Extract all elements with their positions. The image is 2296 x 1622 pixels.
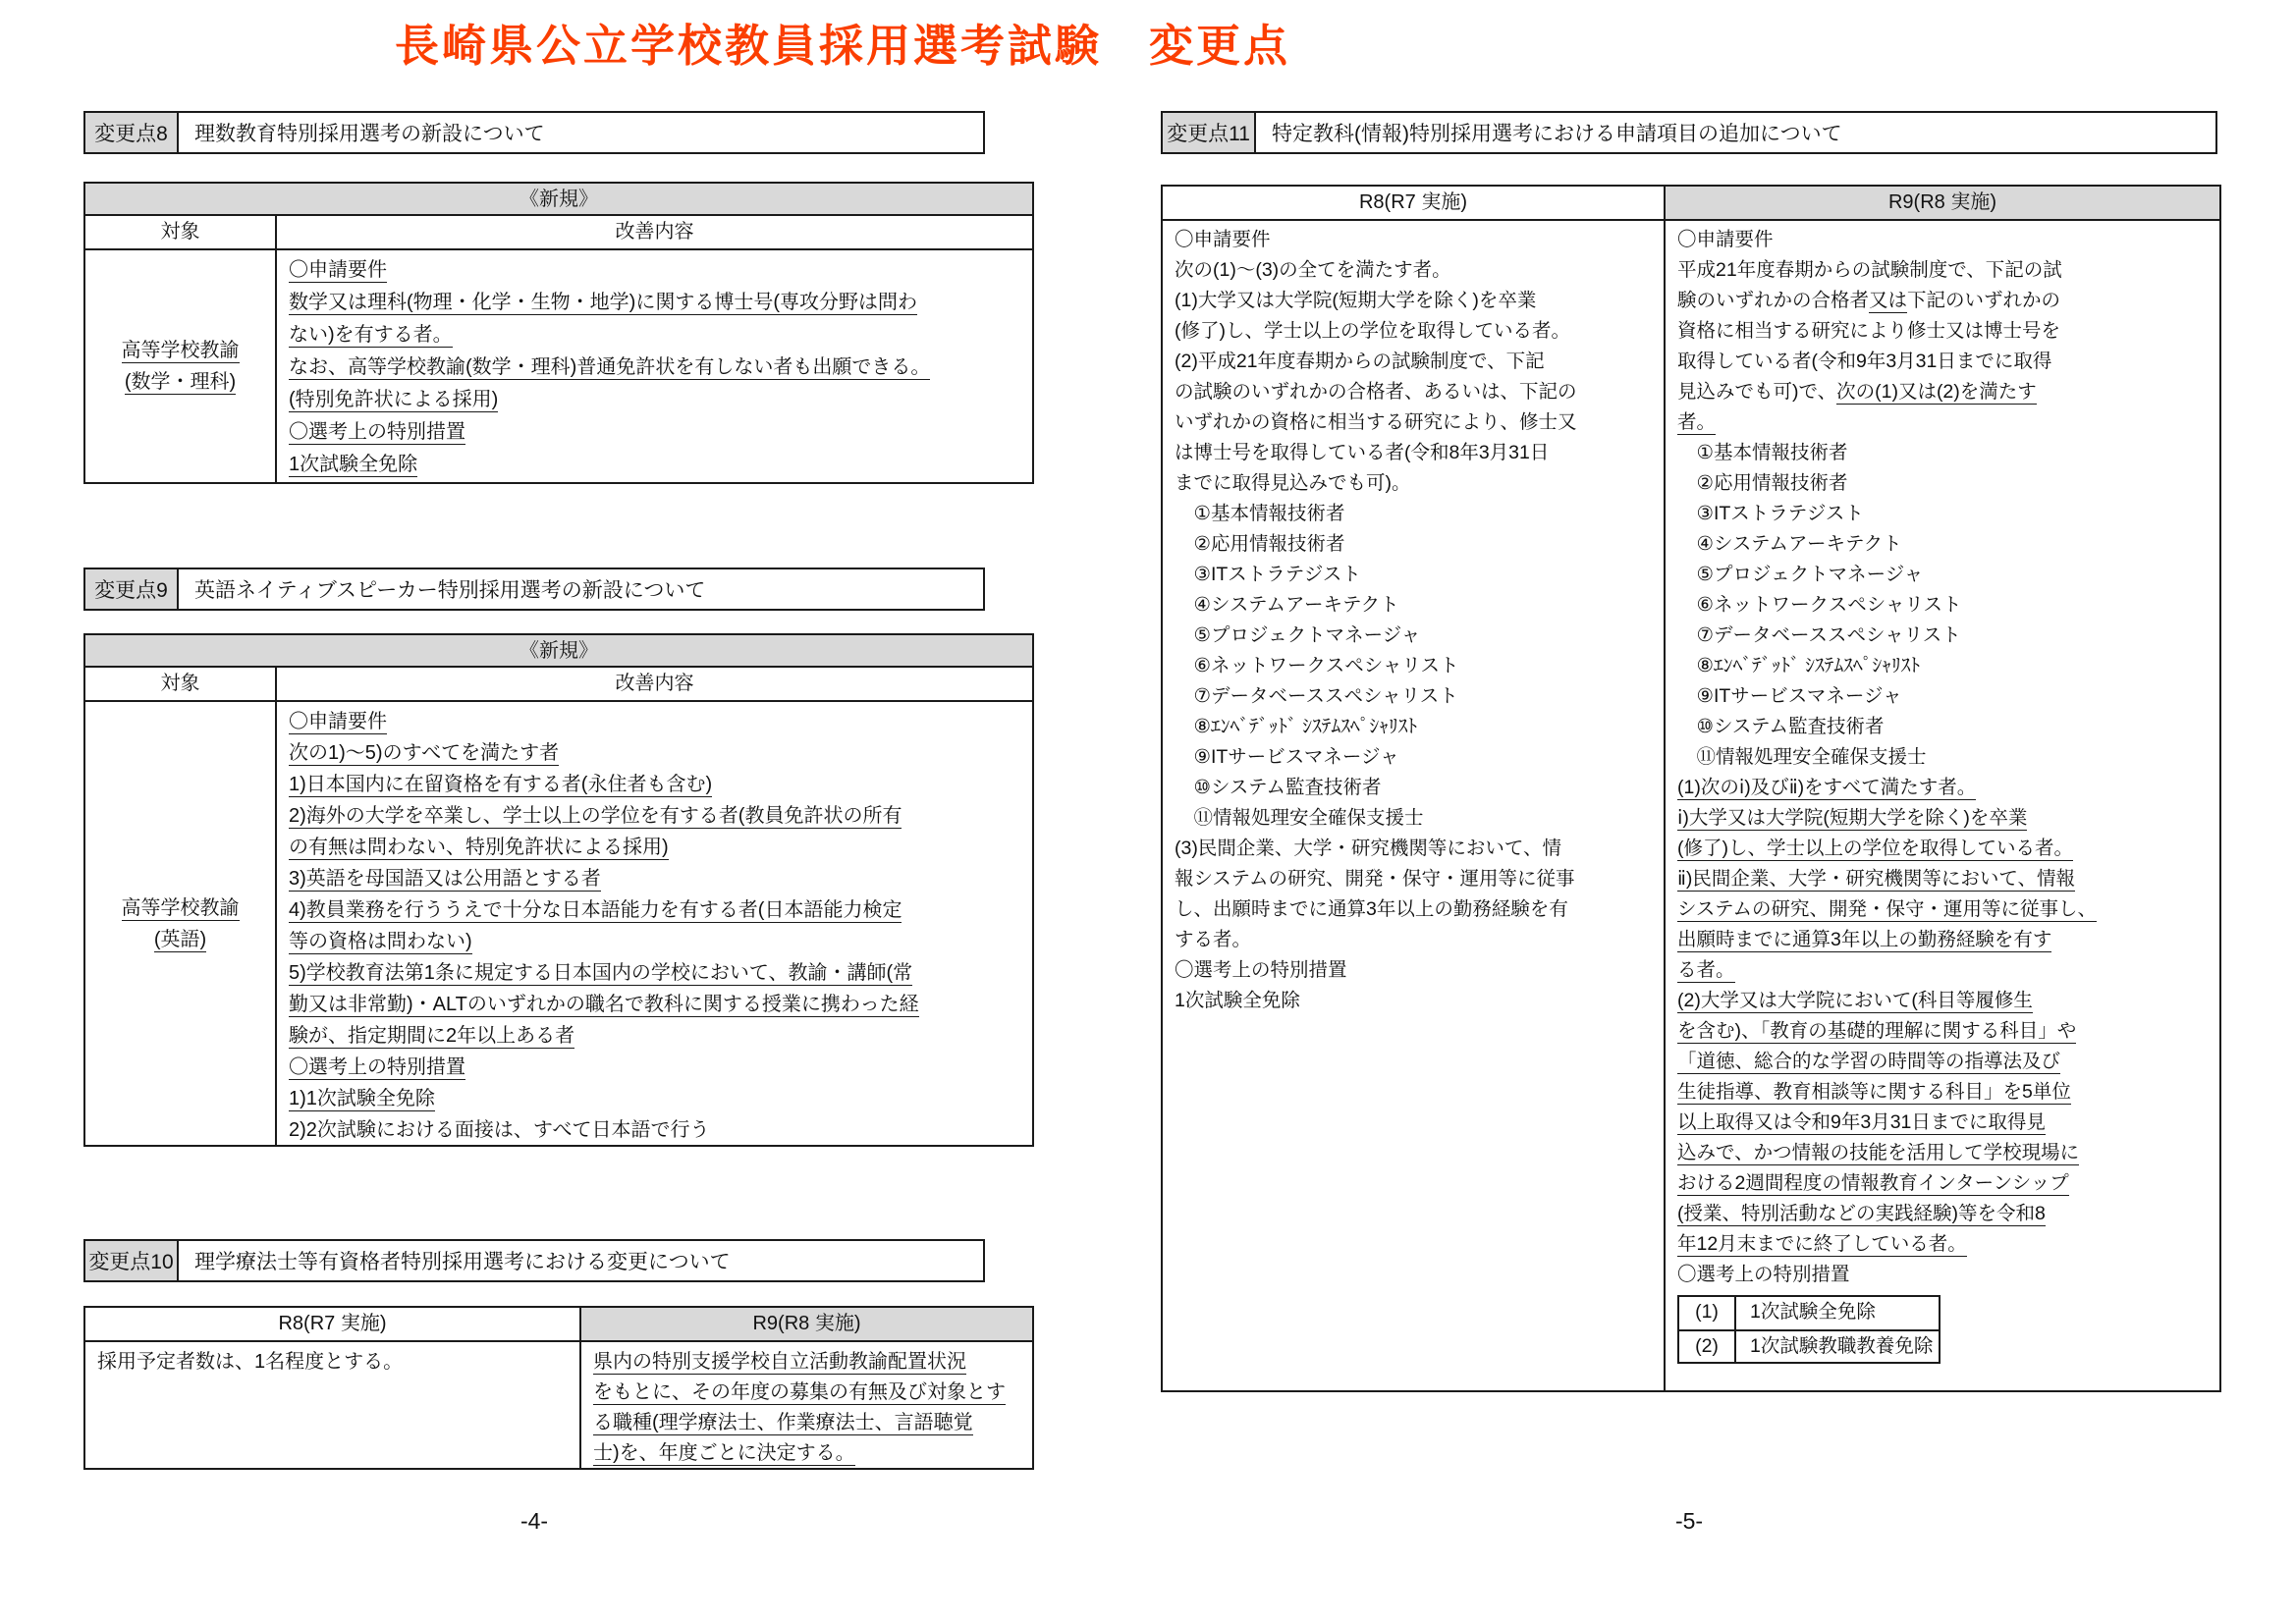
text-line: ①基本情報技術者 — [1175, 503, 1345, 524]
text-line: 5)学校教育法第1条に規定する日本国内の学校において、教諭・講師(常 — [289, 962, 913, 984]
text-line: 見込みでも可)で、次の(1)又は(2)を満たす — [1677, 381, 2037, 403]
text-line: (特別免許状による採用) — [289, 389, 499, 410]
text-line: ⑨ITサービスマネージャ — [1175, 746, 1399, 768]
text-line: 〇申請要件 — [289, 259, 387, 281]
text-line: し、出願時までに通算3年以上の勤務経験を有 — [1175, 898, 1568, 920]
section10-header — [83, 1239, 985, 1282]
text-line: 込みで、かつ情報の技能を活用して学校現場に — [1677, 1142, 2080, 1163]
section11-header — [1161, 111, 2217, 154]
section8-heading: 理数教育特別採用選考の新設について — [194, 123, 545, 145]
text-line: 〇申請要件 — [289, 711, 387, 732]
text-line: る職種(理学療法士、作業療法士、言語聴覚 — [593, 1412, 973, 1433]
text-line: ⑧ｴﾝﾍﾞﾃﾞｯﾄﾞ ｼｽﾃﾑｽﾍﾟｼｬﾘｽﾄ — [1175, 716, 1418, 737]
text-line: 取得している者(令和9年3月31日までに取得 — [1677, 351, 2052, 372]
col-header-r9: R9(R8 実施) — [581, 1308, 1032, 1340]
text-line: 生徒指導、教育相談等に関する科目」を5単位 — [1677, 1081, 2071, 1103]
text-line: ⑦データベーススペシャリスト — [1677, 624, 1961, 646]
text-line: ②応用情報技術者 — [1175, 533, 1345, 555]
text-line: 次の1)～5)のすべてを満たす者 — [289, 742, 560, 764]
table-header-row — [85, 216, 1032, 250]
col-header-r8: R8(R7 実施) — [1163, 187, 1666, 219]
text-line: までに取得見込みでも可)。 — [1175, 472, 1411, 494]
text-line: 験のいずれかの合格者又は下記のいずれかの — [1677, 290, 2061, 311]
r9-text — [1677, 225, 2212, 1290]
text-line: 出願時までに通算3年以上の勤務経験を有す — [1677, 929, 2052, 950]
section9-header — [83, 568, 985, 611]
text-line: 2)海外の大学を卒業し、学士以上の学位を有する者(教員免許状の所有 — [289, 805, 902, 827]
text-line: ⑤プロジェクトマネージャ — [1677, 564, 1924, 585]
text-line: る者。 — [1677, 959, 1735, 981]
content-cell — [277, 250, 1032, 482]
text-line: 〇申請要件 — [1677, 229, 1774, 250]
banner-new: 《新規》 — [85, 635, 1032, 668]
text-line: 3)英語を母国語又は公用語とする者 — [289, 868, 601, 890]
r9-cell — [1666, 221, 2219, 1392]
col-header-r9: R9(R8 実施) — [1666, 187, 2219, 219]
table-body-row — [85, 1342, 1032, 1468]
text-line: ⑦データベーススペシャリスト — [1175, 685, 1458, 707]
section10-heading: 理学療法士等有資格者特別採用選考における変更について — [194, 1251, 731, 1273]
text-line: ⑤プロジェクトマネージャ — [1175, 624, 1421, 646]
col-header-r8: R8(R7 実施) — [85, 1308, 581, 1340]
text-line: ⑪情報処理安全確保支援士 — [1175, 807, 1424, 829]
text-line: ②応用情報技術者 — [1677, 472, 1848, 494]
r9-cell — [581, 1342, 1032, 1468]
r8-cell — [1163, 221, 1666, 1392]
text-line: ⅱ)民間企業、大学・研究機関等において、情報 — [1677, 868, 2076, 890]
page-number-right: -5- — [1674, 1508, 1704, 1534]
col-header-target: 対象 — [85, 668, 277, 700]
section8-table — [83, 182, 1034, 484]
table-header-row — [85, 1308, 1032, 1342]
text-line: の試験のいずれかの合格者、あるいは、下記の — [1175, 381, 1577, 403]
section8-header — [83, 111, 985, 154]
col-header-target: 対象 — [85, 216, 277, 248]
text-line: 験が、指定期間に2年以上ある者 — [289, 1025, 575, 1047]
text-line: (英語) — [153, 928, 207, 950]
measures-row — [1679, 1297, 1939, 1329]
measures-row — [1679, 1329, 1939, 1362]
text-line: ①基本情報技術者 — [1677, 442, 1848, 463]
text-line: (2)大学又は大学院において(科目等履修生 — [1677, 990, 2033, 1011]
text-line: ない)を有する者。 — [289, 324, 453, 346]
col-header-content: 改善内容 — [615, 221, 694, 243]
text-line: おける2週間程度の情報教育インターンシップ — [1677, 1172, 2069, 1194]
text-line: 平成21年度春期からの試験制度で、下記の試 — [1677, 259, 2062, 281]
text-line: 「道徳、総合的な学習の時間等の指導法及び — [1677, 1051, 2061, 1072]
text-line: 県内の特別支援学校自立活動教諭配置状況 — [593, 1351, 966, 1373]
text-line: 資格に相当する研究により修士又は博士号を — [1677, 320, 2061, 342]
text-line: ⅰ)大学又は大学院(短期大学を除く)を卒業 — [1677, 807, 2028, 829]
text-line: 高等学校教諭 — [121, 340, 240, 361]
page-title: 長崎県公立学校教員採用選考試験 変更点 — [394, 21, 1290, 71]
section9-heading: 英語ネイティブスピーカー特別採用選考の新設について — [194, 579, 706, 602]
text-line: を含む)、「教育の基礎的理解に関する科目」や — [1677, 1020, 2077, 1042]
text-line: 〇選考上の特別措置 — [289, 421, 465, 443]
text-line: (1)次のⅰ)及びⅱ)をすべて満たす者。 — [1677, 777, 1977, 798]
text-line: 4)教員業務を行ううえで十分な日本語能力を有する者(日本語能力検定 — [289, 899, 902, 921]
text-line: (数学・理科) — [124, 371, 237, 393]
section10-table — [83, 1306, 1034, 1470]
text-line: ⑩システム監査技術者 — [1677, 716, 1885, 737]
section11-heading: 特定教科(情報)特別採用選考における申請項目の追加について — [1272, 123, 1842, 145]
section9-table — [83, 633, 1034, 1147]
text-line: 1)日本国内に在留資格を有する者(永住者も含む) — [289, 774, 713, 795]
text-line: 〇申請要件 — [1175, 229, 1271, 250]
text-line: (授業、特別活動などの実践経験)等を令和8 — [1677, 1203, 2046, 1224]
measures-label: (1) — [1679, 1297, 1736, 1329]
text-line: 以上取得又は令和9年3月31日までに取得見 — [1677, 1111, 2046, 1133]
text-line: 数学又は理科(物理・化学・生物・地学)に関する博士号(専攻分野は問わ — [289, 292, 917, 313]
page-number-left: -4- — [519, 1508, 549, 1534]
section11-label: 変更点11 — [1163, 113, 1256, 152]
text-line: 1次試験全免除 — [1175, 990, 1300, 1011]
banner-new: 《新規》 — [85, 184, 1032, 216]
section10-label: 変更点10 — [85, 1241, 179, 1280]
text-line: ⑥ネットワークスペシャリスト — [1677, 594, 1962, 616]
text-line: システムの研究、開発・保守・運用等に従事し、 — [1677, 898, 2098, 920]
section11-table — [1161, 185, 2221, 1392]
text-line: をもとに、その年度の募集の有無及び対象とす — [593, 1381, 1006, 1403]
text-line: 高等学校教諭 — [121, 896, 240, 919]
content-cell — [277, 702, 1032, 1145]
text-line: ⑪情報処理安全確保支援士 — [1677, 746, 1927, 768]
text-line: 採用予定者数は、1名程度とする。 — [97, 1351, 404, 1373]
text-line: 〇選考上の特別措置 — [1175, 959, 1347, 981]
text-line: なお、高等学校教諭(数学・理科)普通免許状を有しない者も出願できる。 — [289, 356, 931, 378]
text-line: の有無は問わない、特別免許状による採用) — [289, 837, 669, 858]
text-line: ⑧ｴﾝﾍﾞﾃﾞｯﾄﾞ ｼｽﾃﾑｽﾍﾟｼｬﾘｽﾄ — [1677, 655, 1921, 676]
text-line: する者。 — [1175, 929, 1252, 950]
text-line: (2)平成21年度春期からの試験制度で、下記 — [1175, 351, 1545, 372]
target-cell — [85, 702, 277, 1145]
section8-label: 変更点8 — [85, 113, 179, 152]
text-line: ③ITストラテジスト — [1175, 564, 1361, 585]
text-line: (修了)し、学士以上の学位を取得している者。 — [1677, 838, 2073, 859]
target-cell — [85, 250, 277, 482]
text-line: 報システムの研究、開発・保守・運用等に従事 — [1175, 868, 1575, 890]
text-line: 勤又は非常勤)・ALTのいずれかの職名で教科に関する授業に携わった経 — [289, 994, 919, 1015]
table-body-row — [1163, 221, 2219, 1392]
text-line: 2)2次試験における面接は、すべて日本語で行う — [289, 1119, 710, 1141]
text-line: 次の(1)～(3)の全てを満たす者。 — [1175, 259, 1451, 281]
text-line: ⑥ネットワークスペシャリスト — [1175, 655, 1459, 676]
text-line: 等の資格は問わない) — [289, 931, 472, 952]
text-line: 〇選考上の特別措置 — [1677, 1264, 1850, 1285]
text-line: 〇選考上の特別措置 — [289, 1056, 465, 1078]
table-body-row — [85, 702, 1032, 1145]
table-header-row — [85, 668, 1032, 702]
text-line: ④システムアーキテクト — [1175, 594, 1399, 616]
r8-cell — [85, 1342, 581, 1468]
col-header-content: 改善内容 — [615, 673, 694, 694]
table-body-row — [85, 250, 1032, 482]
text-line: (3)民間企業、大学・研究機関等において、情 — [1175, 838, 1561, 859]
text-line: ③ITストラテジスト — [1677, 503, 1864, 524]
text-line: ⑩システム監査技術者 — [1175, 777, 1382, 798]
text-line: 1)1次試験全免除 — [289, 1088, 435, 1109]
text-line: いずれかの資格に相当する研究により、修士又 — [1175, 411, 1577, 433]
text-line: 者。 — [1677, 411, 1717, 433]
text-line: ⑨ITサービスマネージャ — [1677, 685, 1902, 707]
text-line: 士)を、年度ごとに決定する。 — [593, 1442, 855, 1464]
text-line: (修了)し、学士以上の学位を取得している者。 — [1175, 320, 1570, 342]
text-line: ④システムアーキテクト — [1677, 533, 1902, 555]
measures-value: 1次試験全免除 — [1750, 1301, 1876, 1323]
text-line: (1)大学又は大学院(短期大学を除く)を卒業 — [1175, 290, 1537, 311]
special-measures-table — [1677, 1295, 1941, 1364]
measures-label: (2) — [1679, 1331, 1736, 1362]
text-line: 1次試験全免除 — [289, 454, 418, 475]
measures-value: 1次試験教職教養免除 — [1750, 1335, 1934, 1357]
text-line: 年12月末までに終了している者。 — [1677, 1233, 1967, 1255]
table-header-row — [1163, 187, 2219, 221]
section9-label: 変更点9 — [85, 569, 179, 609]
text-line: は博士号を取得している者(令和8年3月31日 — [1175, 442, 1550, 463]
